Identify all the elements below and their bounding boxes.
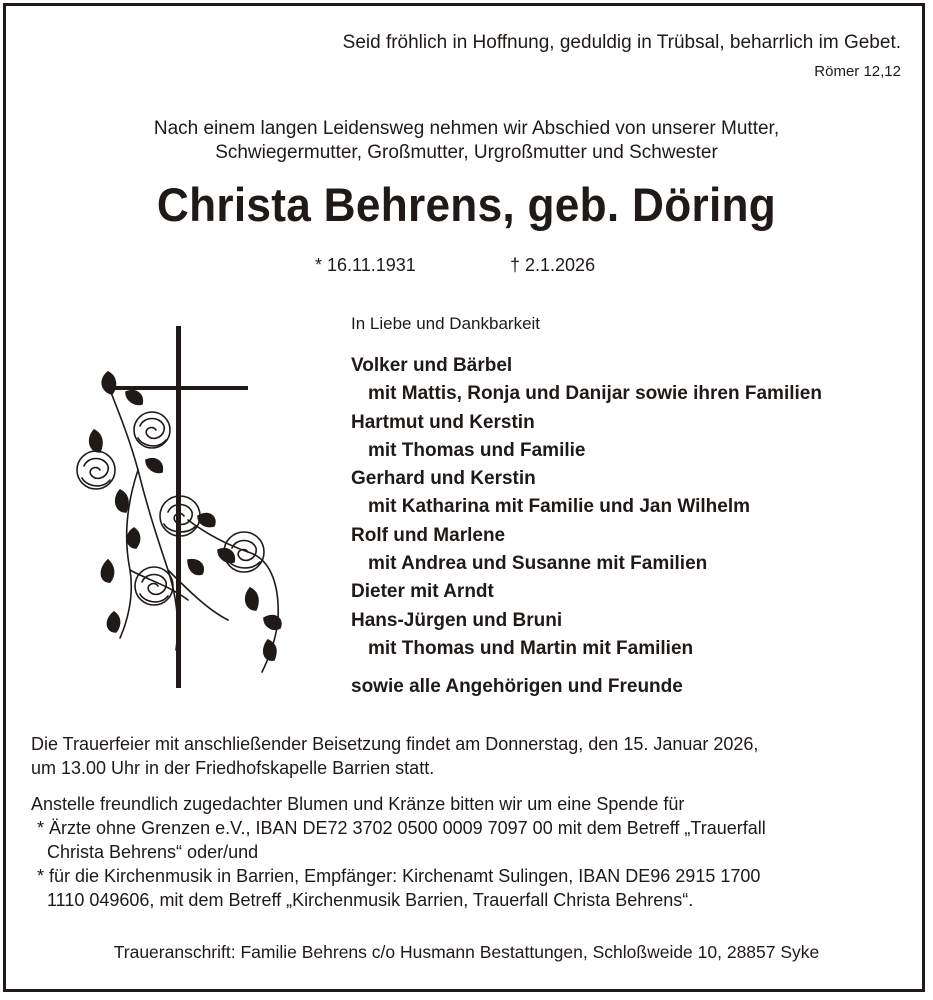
mourner-subline: mit Andrea und Susanne mit Familien <box>368 553 708 575</box>
mourner-subline: mit Thomas und Martin mit Familien <box>368 637 694 659</box>
service-line-1: Die Trauerfeier mit anschließender Beisetzung findet am Donnerstag, den 15. Januar 2026, <box>31 734 759 754</box>
mourning-address: Traueranschrift: Familie Behrens c/o Husmann Bestattungen, Schloßweide 10, 28857 Syke <box>113 942 820 962</box>
mourner-line: Volker und Bärbel <box>351 355 513 376</box>
donation-line-3: Christa Behrens“ oder/und <box>47 842 259 862</box>
service-line-2: um 13.00 Uhr in der Friedhofskapelle Barrien statt. <box>31 758 435 778</box>
mourner-line: Hartmut und Kerstin <box>351 411 535 433</box>
donation-line-2: * Ärzte ohne Grenzen e.V., IBAN DE72 3702 0500 0009 7097 00 mit dem Betreff „Trauerfall <box>37 818 766 838</box>
mourner-subline: mit Katharina mit Familie und Jan Wilhelm <box>368 496 751 518</box>
intro-line-1: Nach einem langen Leidensweg nehmen wir Abschied von unserer Mutter, <box>153 118 780 139</box>
donation-line-1: Anstelle freundlich zugedachter Blumen und Kränze bitten wir um eine Spende für <box>31 794 685 814</box>
death-date: † 2.1.2026 <box>510 255 596 275</box>
service-details <box>31 732 758 780</box>
mourner-subline: mit Mattis, Ronja und Danijar sowie ihren Familien <box>368 383 822 405</box>
mourner-line: Hans-Jürgen und Bruni <box>351 609 563 631</box>
cross-with-roses-icon <box>68 320 298 697</box>
mourner-line: Rolf und Marlene <box>351 524 506 546</box>
mourners-closing: sowie alle Angehörigen und Freunde <box>351 676 683 697</box>
verse-reference: Römer 12,12 <box>814 63 901 80</box>
mourner-subline: mit Thomas und Familie <box>368 439 586 461</box>
birth-date: * 16.11.1931 <box>315 255 416 275</box>
donation-line-5: 1110 049606, mit dem Betreff „Kirchenmusik Barrien, Trauerfall Christa Behrens“. <box>47 890 694 910</box>
deceased-name: Christa Behrens, geb. Döring <box>156 178 777 231</box>
mourners-intro: In Liebe und Dankbarkeit <box>351 314 541 333</box>
intro-line-2: Schwiegermutter, Großmutter, Urgroßmutter und Schwester <box>215 142 718 163</box>
mourners-list <box>351 352 822 663</box>
donation-line-4: * für die Kirchenmusik in Barrien, Empfänger: Kirchenamt Sulingen, IBAN DE96 2915 1700 <box>37 866 761 886</box>
mourner-line: Dieter mit Arndt <box>351 581 494 603</box>
mourner-line: Gerhard und Kerstin <box>351 468 536 490</box>
bible-verse: Seid fröhlich in Hoffnung, geduldig in Trübsal, beharrlich im Gebet. <box>342 32 901 53</box>
donation-request <box>31 792 766 912</box>
